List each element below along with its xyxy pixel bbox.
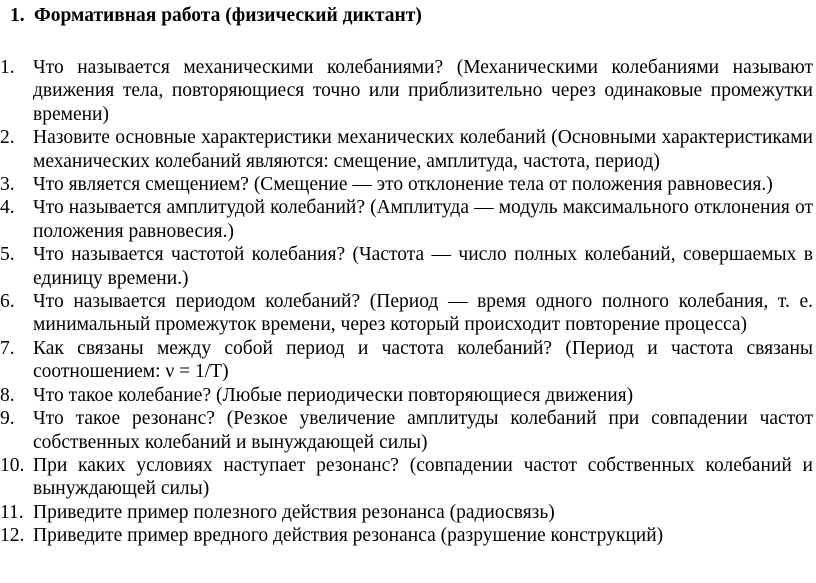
item-number: 4. [0,197,15,219]
item-number: 10. [0,454,25,476]
list-item [0,407,816,454]
heading-title: Формативная работа (физический диктант) [34,5,422,26]
item-number: 12. [0,525,25,547]
item-number: 8. [0,384,15,406]
heading-number: 1. [10,5,25,26]
item-text: Что является смещением? (Смещение — это отклонение тела от положения равновесия.) [33,174,773,196]
item-number: 9. [0,408,15,430]
list-item [0,173,816,196]
list-item [0,501,816,524]
list-item [0,56,816,126]
list-item [0,384,816,407]
list-item [0,243,816,290]
item-text: Что называется частотой колебания? (Частота — число полных колебаний, совершаемых в единицу времени.) [33,244,813,289]
list-item [0,337,816,384]
list-item [0,524,816,547]
item-text: Назовите основные характеристики механических колебаний (Основными характеристиками механических колебаний являются: смещение, амплитуда, частота, период) [33,127,813,172]
question-list [0,56,816,548]
item-text: Приведите пример полезного действия резонанса (радиосвязь) [33,501,555,523]
item-text: Что называется периодом колебаний? (Период — время одного полного колебания, т. е. минимальный промежуток времени, через который происходит повторение процесса) [33,291,813,336]
item-text: При каких условиях наступает резонанс? (совпадении частот собственных колебаний и вынуждающей силы) [33,454,813,500]
list-item [0,454,816,501]
item-text: Что такое резонанс? (Резкое увеличение амплитуды колебаний при совпадении частот собственных колебаний и вынуждающей силы) [33,408,813,453]
list-item [0,196,816,243]
item-number: 5. [0,244,15,266]
item-text: Как связаны между собой период и частота колебаний? (Период и частота связаны соотношением: ν = 1/T) [33,337,813,383]
item-number: 7. [0,337,15,359]
item-text: Что такое колебание? (Любые периодически повторяющиеся движения) [33,384,634,406]
list-item [0,290,816,337]
item-number: 2. [0,127,15,149]
item-text: Что называется амплитудой колебаний? (Амплитуда — модуль максимального отклонения от положения равновесия.) [33,197,813,242]
item-text: Что называется механическими колебаниями? (Механическими колебаниями называют движения тела, повторяющиеся точно или приблизительно через одинаковые промежутки времени) [33,57,813,125]
item-number: 3. [0,174,15,196]
item-number: 6. [0,291,15,313]
item-number: 1. [0,57,15,78]
item-text: Приведите пример вредного действия резонанса (разрушение конструкций) [33,525,664,547]
item-number: 11. [0,501,24,523]
list-item [0,126,816,173]
